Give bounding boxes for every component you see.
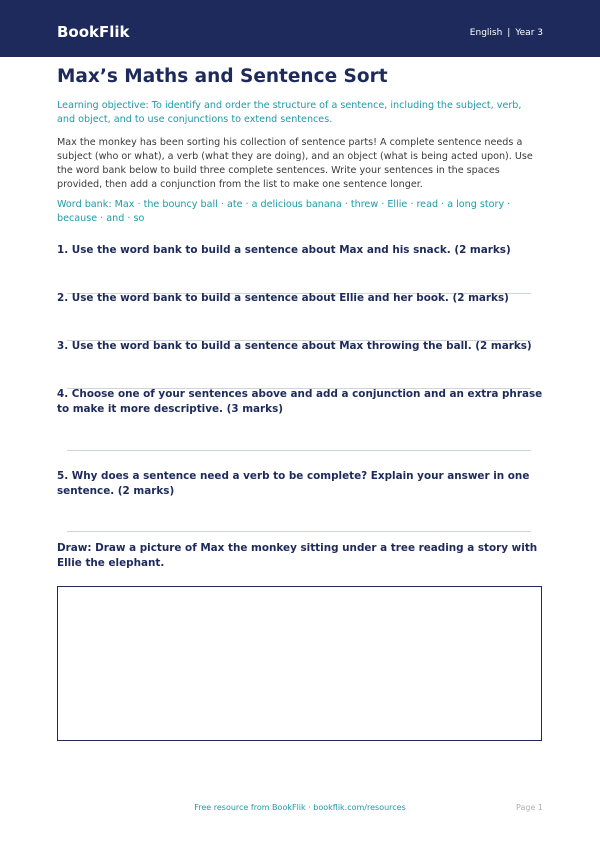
drawing-task: Draw: Draw a picture of Max the monkey sitting under a tree reading a story with Ellie the elephant.: [57, 542, 538, 569]
drawing-box[interactable]: [57, 586, 542, 741]
answer-line-5[interactable]: [67, 531, 531, 532]
intro-paragraph: Max the monkey has been sorting his collection of sentence parts! A complete sentence needs a subject (who or what), a verb (what they are doing), and an object (what is being acted upon). Use the word bank below to build three complete sentences. Write your sentences in the spaces provided, then add a conjunction from the list to make one sentence longer.: [57, 137, 533, 190]
learning-objective: Learning objective: To identify and order the structure of a sentence, including the subject, verb, and object, and to use conjunctions to extend sentences.: [57, 100, 522, 125]
meta-separator: |: [507, 28, 511, 38]
subject-label: English: [469, 28, 503, 38]
page-number: Page 1: [516, 803, 543, 812]
question-4: 4. Choose one of your sentences above and add a conjunction and an extra phrase to make it more descriptive. (3 marks): [57, 388, 543, 415]
question-3: 3. Use the word bank to build a sentence about Max throwing the ball. (2 marks): [57, 340, 532, 352]
word-bank: Word bank: Max · the bouncy ball · ate · a delicious banana · threw · Ellie · read · a long story · because · and · so: [57, 199, 511, 224]
footer-text: Free resource from BookFlik · bookflik.com/resources: [194, 803, 406, 812]
question-5: 5. Why does a sentence need a verb to be complete? Explain your answer in one sentence. (2 marks): [57, 470, 530, 497]
brand-logo-text: BookFlik: [57, 23, 130, 41]
question-1: 1. Use the word bank to build a sentence about Max and his snack. (2 marks): [57, 244, 511, 256]
year-label: Year 3: [515, 28, 543, 38]
question-2: 2. Use the word bank to build a sentence about Ellie and her book. (2 marks): [57, 292, 509, 304]
page-header: [0, 0, 600, 57]
header-meta: [470, 27, 543, 39]
answer-line-4[interactable]: [67, 450, 531, 451]
worksheet-title: Max’s Maths and Sentence Sort: [57, 66, 388, 87]
